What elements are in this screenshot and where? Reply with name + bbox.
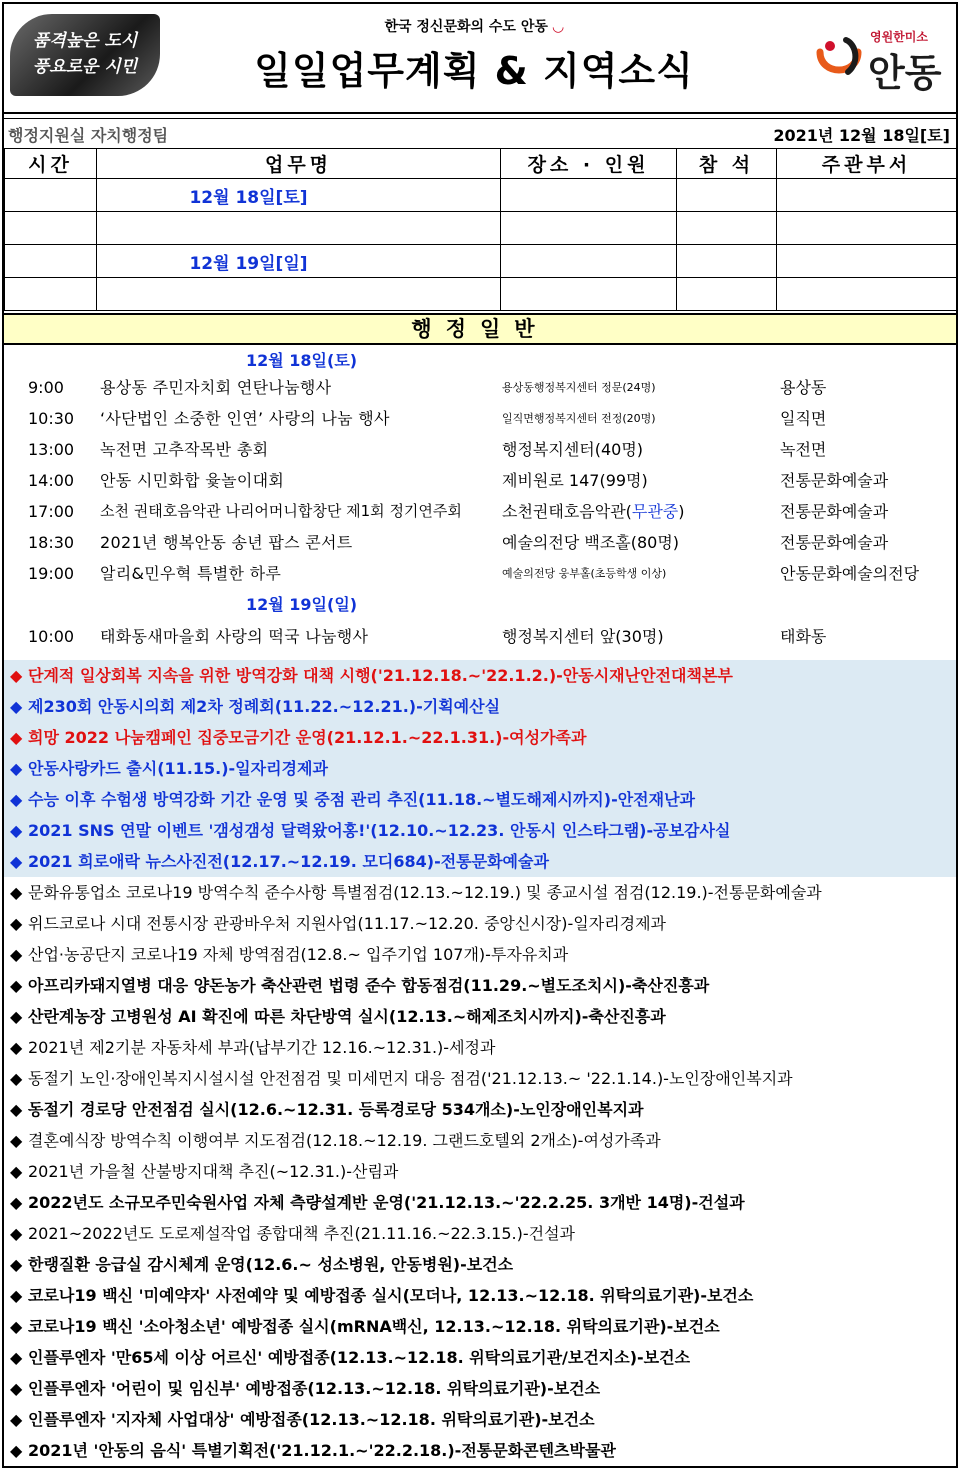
notice-text: 2021년 가을철 산불방지대책 추진(~12.31.)-산림과 xyxy=(28,1162,399,1181)
notice-item xyxy=(4,1218,956,1249)
table-row xyxy=(5,278,957,311)
notice-item xyxy=(4,1125,956,1156)
diamond-bullet-icon: ◆ xyxy=(10,666,23,685)
notice-text: 2021년 제2기분 자동차세 부과(납부기간 12.16.~12.31.)-세정과 xyxy=(28,1038,496,1057)
section-band-admin: 행정일반 xyxy=(4,313,956,345)
header xyxy=(4,4,956,112)
notice-item xyxy=(4,1156,956,1187)
table-row xyxy=(5,245,957,278)
diamond-bullet-icon: ◆ xyxy=(10,1441,23,1460)
schedule-day-label: 12월 19일(일) xyxy=(246,595,358,614)
col-header-dept: 주관부서 xyxy=(777,149,957,179)
header-subtitle: 한국 정신문화의 수도 안동 ◡ xyxy=(384,19,564,35)
notice-item xyxy=(4,939,956,970)
notice-text: 희망 2022 나눔캠페인 집중모금기간 운영(21.12.1.~22.1.31.)-여성가족과 xyxy=(28,728,587,747)
notice-item xyxy=(4,1187,956,1218)
notice-text: 코로나19 백신 '미예약자' 사전예약 및 예방접종 실시(모더나, 12.13.~12.18. 위탁의료기관)-보건소 xyxy=(28,1286,754,1305)
notice-item xyxy=(4,1249,956,1280)
notice-item xyxy=(4,1001,956,1032)
notice-text: 2021 희로애락 뉴스사진전(12.17.~12.19. 모디684)-전통문화예술과 xyxy=(28,852,549,871)
notice-item xyxy=(4,1404,956,1435)
notice-text: 단계적 일상회복 지속을 위한 방역강화 대책 시행('21.12.18.~'22.1.2.)-안동시재난안전대책본부 xyxy=(28,666,733,685)
notice-item xyxy=(4,691,956,722)
diamond-bullet-icon: ◆ xyxy=(10,883,23,902)
notice-item xyxy=(4,846,956,877)
list-item: 17:00 소천 권태호음악관 나리어머니합창단 제1회 정기연주회 소천권태호음악관(무관중) 전통문화예술과 xyxy=(28,502,889,521)
diamond-bullet-icon: ◆ xyxy=(10,1286,23,1305)
notice-item xyxy=(4,815,956,846)
notice-text: 한랭질환 응급실 감시체계 운영(12.6.~ 성소병원, 안동병원)-보건소 xyxy=(28,1255,514,1274)
diamond-bullet-icon: ◆ xyxy=(10,1317,23,1336)
notice-text: 2021~2022년도 도로제설작업 종합대책 추진(21.11.16.~22.3.15.)-건설과 xyxy=(28,1224,576,1243)
dept-line xyxy=(4,118,956,148)
notice-text: 인플루엔자 '만65세 이상 어르신' 예방접종(12.13.~12.18. 위탁의료기관/보건지소)-보건소 xyxy=(28,1348,691,1367)
diamond-bullet-icon: ◆ xyxy=(10,728,23,747)
col-header-task: 업무명 xyxy=(97,149,501,179)
notice-text: 위드코로나 시대 전통시장 관광바우처 지원사업(11.17.~12.20. 중앙신시장)-일자리경제과 xyxy=(28,914,667,933)
table-row xyxy=(5,179,957,212)
notice-text: 2021년 '안동의 음식' 특별기획전('21.12.1.~'22.2.18.)-전통문화콘텐츠박물관 xyxy=(28,1441,616,1460)
diamond-bullet-icon: ◆ xyxy=(10,976,23,995)
notice-item xyxy=(4,1280,956,1311)
date-cell-day2: 12월 19일[일] xyxy=(97,245,501,278)
notice-item xyxy=(4,784,956,815)
department-name: 행정지원실 자치행정팀 xyxy=(8,126,169,145)
list-item: 18:30 2021년 행복안동 송년 팝스 콘서트 예술의전당 백조홀(80명) 전통문화예술과 xyxy=(28,533,889,552)
diamond-bullet-icon: ◆ xyxy=(10,1379,23,1398)
col-header-time: 시간 xyxy=(5,149,97,179)
notice-text: 안동사랑카드 출시(11.15.)-일자리경제과 xyxy=(28,759,328,778)
notice-text: 결혼예식장 방역수칙 이행여부 지도점검(12.18.~12.19. 그랜드호텔외 2개소)-여성가족과 xyxy=(28,1131,661,1150)
slogan-badge xyxy=(10,14,160,96)
slogan-line-1: 품격높은 도시 xyxy=(32,31,138,51)
diamond-bullet-icon: ◆ xyxy=(10,1038,23,1057)
logo-small-text: 영원한미소 xyxy=(870,30,928,44)
andong-logo xyxy=(812,26,952,95)
table-row xyxy=(5,212,957,245)
diamond-bullet-icon: ◆ xyxy=(10,1348,23,1367)
notice-list xyxy=(4,660,956,1466)
diamond-bullet-icon: ◆ xyxy=(10,1162,23,1181)
diamond-bullet-icon: ◆ xyxy=(10,1069,23,1088)
diamond-bullet-icon: ◆ xyxy=(10,914,23,933)
report-date: 2021년 12월 18일[토] xyxy=(773,126,950,145)
notice-item xyxy=(4,1063,956,1094)
table-header-row xyxy=(5,149,957,179)
logo-city-name: 안동 xyxy=(868,51,942,95)
list-item: 14:00 안동 시민화합 윷놀이대회 제비원로 147(99명) 전통문화예술과 xyxy=(28,471,889,490)
notice-text: 코로나19 백신 '소아청소년' 예방접종 실시(mRNA백신, 12.13.~12.18. 위탁의료기관)-보건소 xyxy=(28,1317,720,1336)
list-item: 10:30 ‘사단법인 소중한 인연’ 사랑의 나눔 행사 일직면행정복지센터 전정(20명) 일직면 xyxy=(28,409,827,428)
notice-item xyxy=(4,1435,956,1466)
list-item: 13:00 녹전면 고추작목반 총회 행정복지센터(40명) 녹전면 xyxy=(28,440,827,459)
diamond-bullet-icon: ◆ xyxy=(10,1100,23,1119)
notice-text: 문화유통업소 코로나19 방역수칙 준수사항 특별점검(12.13.~12.19.) 및 종교시설 점검(12.19.)-전통문화예술과 xyxy=(28,883,822,902)
list-item: 9:00 용상동 주민자치회 연탄나눔행사 용상동행정복지센터 정문(24명) 용상동 xyxy=(28,378,827,397)
smile-icon: ◡ xyxy=(547,19,564,35)
diamond-bullet-icon: ◆ xyxy=(10,1131,23,1150)
diamond-bullet-icon: ◆ xyxy=(10,852,23,871)
notice-text: 산업·농공단지 코로나19 자체 방역점검(12.8.~ 입주기업 107개)-투자유치과 xyxy=(28,945,569,964)
notice-item xyxy=(4,660,956,691)
notice-text: 인플루엔자 '지자체 사업대상' 예방접종(12.13.~12.18. 위탁의료기관)-보건소 xyxy=(28,1410,595,1429)
notice-text: 산란계농장 고병원성 AI 확진에 따른 차단방역 실시(12.13.~해제조치시까지)-축산진흥과 xyxy=(28,1007,666,1026)
diamond-bullet-icon: ◆ xyxy=(10,697,23,716)
col-header-place: 장소 · 인원 xyxy=(501,149,677,179)
diamond-bullet-icon: ◆ xyxy=(10,1193,23,1212)
notice-text: 수능 이후 수험생 방역강화 기간 운영 및 중점 관리 추진(11.18.~별도해제시까지)-안전재난과 xyxy=(28,790,695,809)
andong-mark-icon xyxy=(812,32,866,88)
diamond-bullet-icon: ◆ xyxy=(10,821,23,840)
notice-text: 동절기 노인·장애인복지시설시설 안전점검 및 미세먼지 대응 점검('21.12.13.~ '22.1.14.)-노인장애인복지과 xyxy=(28,1069,793,1088)
notice-item xyxy=(4,1342,956,1373)
col-header-attend: 참 석 xyxy=(677,149,777,179)
notice-text: 동절기 경로당 안전점검 실시(12.6.~12.31. 등록경로당 534개소)-노인장애인복지과 xyxy=(28,1100,644,1119)
notice-item xyxy=(4,970,956,1001)
notice-item xyxy=(4,1032,956,1063)
plan-table xyxy=(4,148,957,311)
diamond-bullet-icon: ◆ xyxy=(10,1007,23,1026)
page-title: 일일업무계획 & 지역소식 xyxy=(254,49,694,93)
daily-plan-sheet xyxy=(2,2,958,1468)
slogan-line-2: 풍요로운 시민 xyxy=(32,57,138,77)
notice-text: 제230회 안동시의회 제2차 정례회(11.22.~12.21.)-기획예산실 xyxy=(28,697,501,716)
notice-item xyxy=(4,908,956,939)
list-item: 10:00 태화동새마을회 사랑의 떡국 나눔행사 행정복지센터 앞(30명) 태화동 xyxy=(28,627,827,646)
notice-item xyxy=(4,1094,956,1125)
schedule-list xyxy=(4,345,956,660)
diamond-bullet-icon: ◆ xyxy=(10,1410,23,1429)
diamond-bullet-icon: ◆ xyxy=(10,759,23,778)
list-item: 19:00 알리&민우혁 특별한 하루 예술의전당 웅부홀(초등학생 이상) 안동문화예술의전당 xyxy=(28,564,920,583)
date-cell-day1: 12월 18일[토] xyxy=(97,179,501,212)
diamond-bullet-icon: ◆ xyxy=(10,1224,23,1243)
notice-item xyxy=(4,877,956,908)
notice-item xyxy=(4,1373,956,1404)
notice-item xyxy=(4,1311,956,1342)
notice-text: 아프리카돼지열병 대응 양돈농가 축산관련 법령 준수 합동점검(11.29.~별도조치시)-축산진흥과 xyxy=(28,976,710,995)
notice-text: 인플루엔자 '어린이 및 임신부' 예방접종(12.13.~12.18. 위탁의료기관)-보건소 xyxy=(28,1379,601,1398)
notice-item xyxy=(4,722,956,753)
notice-item xyxy=(4,753,956,784)
diamond-bullet-icon: ◆ xyxy=(10,1255,23,1274)
schedule-day-label: 12월 18일(토) xyxy=(246,351,358,370)
notice-text: 2021 SNS 연말 이벤트 '갬성갬성 달력왔어홍!'(12.10.~12.23. 안동시 인스타그램)-공보감사실 xyxy=(28,821,731,840)
diamond-bullet-icon: ◆ xyxy=(10,790,23,809)
notice-text: 2022년도 소규모주민숙원사업 자체 측량설계반 운영('21.12.13.~'22.2.25. 3개반 14명)-건설과 xyxy=(28,1193,745,1212)
diamond-bullet-icon: ◆ xyxy=(10,945,23,964)
